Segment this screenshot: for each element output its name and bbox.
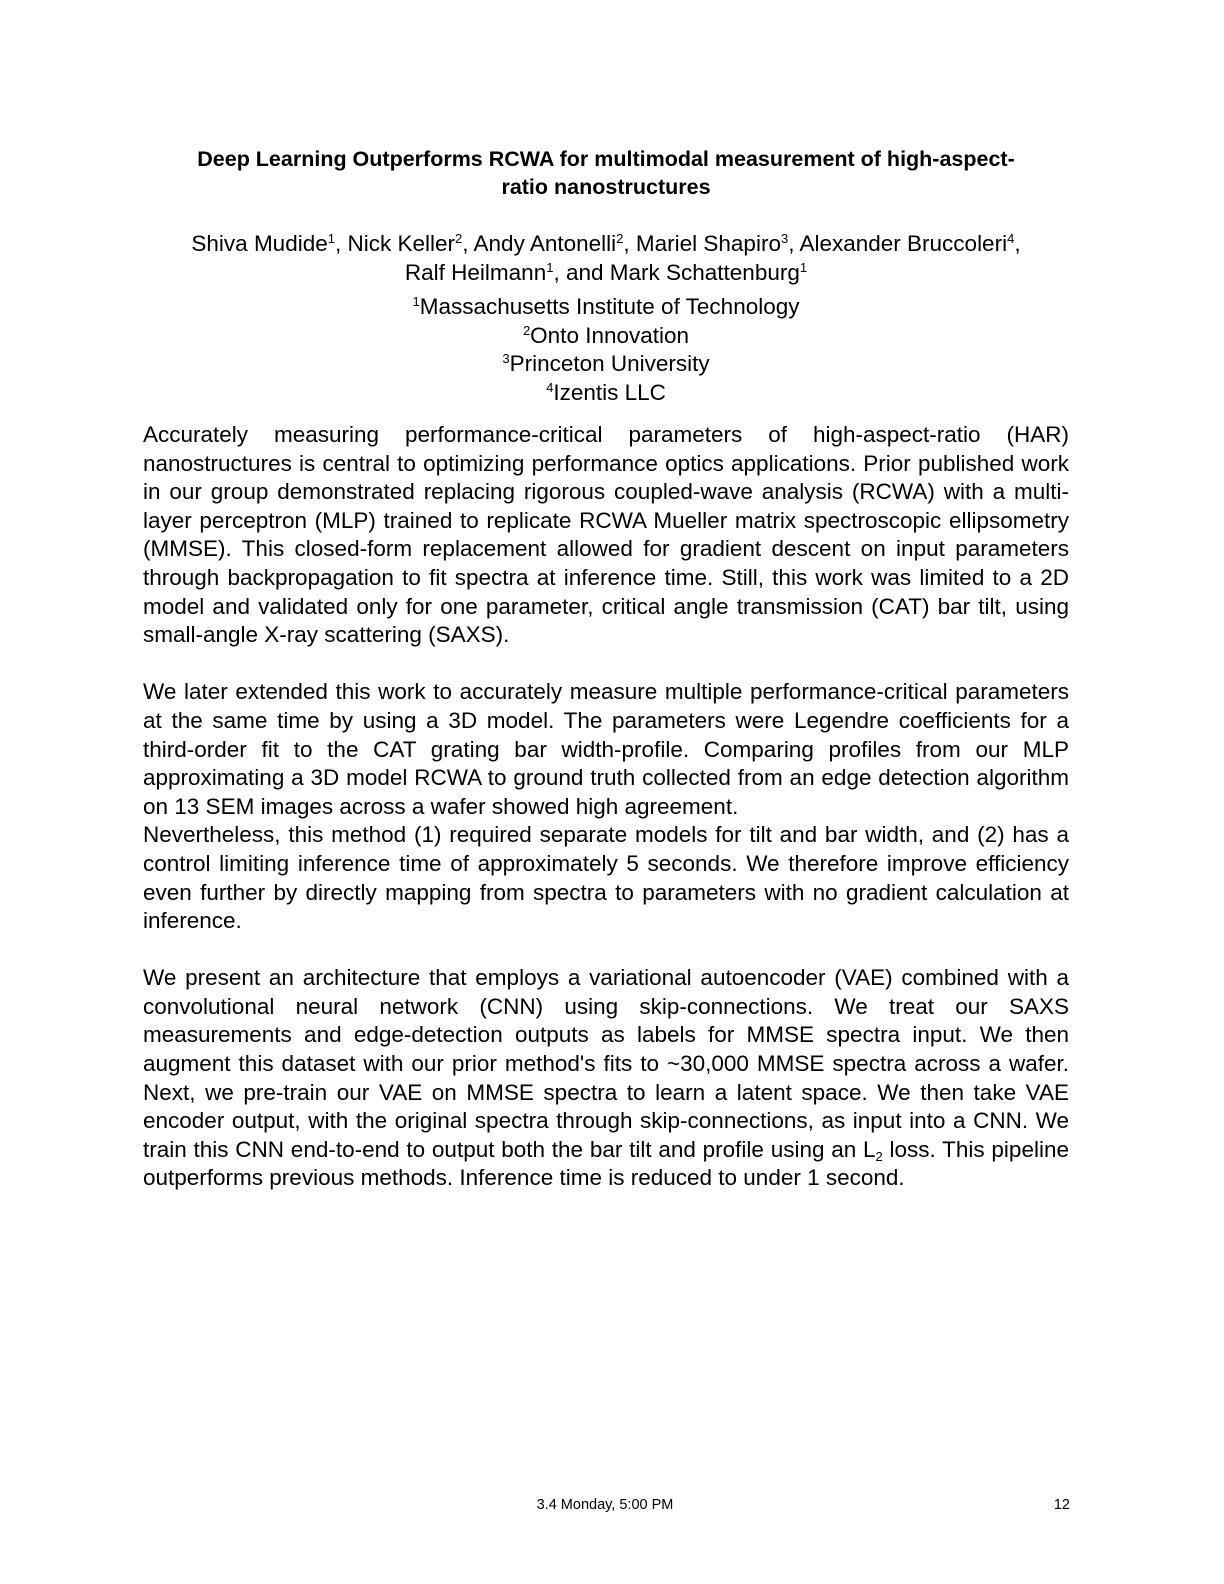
author-affiliation-mark: 4 (1007, 231, 1015, 246)
author-separator: , (462, 231, 474, 256)
author-affiliation-mark: 2 (455, 231, 463, 246)
author-affiliation-mark: 1 (546, 260, 554, 275)
author-name: Mariel Shapiro (635, 231, 781, 256)
affiliation-name: Massachusetts Institute of Technology (419, 294, 800, 319)
author-list (140, 229, 1072, 287)
affiliation-number: 2 (522, 322, 531, 338)
author-line-1 (140, 229, 1072, 258)
author-line-2 (140, 258, 1072, 287)
author-name: Alexander Bruccoleri (799, 231, 1008, 256)
abstract-paragraph-2 (143, 678, 1069, 935)
affiliation-item (140, 379, 1072, 408)
affiliation-item (140, 293, 1072, 322)
l2-subscript: 2 (875, 1148, 883, 1164)
footer-session: 3.4 Monday, 5:00 PM (536, 1497, 674, 1513)
author-separator: , and (553, 260, 610, 285)
affiliation-item (140, 350, 1072, 379)
affiliation-list (140, 293, 1072, 407)
affiliation-number: 3 (502, 351, 510, 366)
author-affiliation-mark: 3 (780, 231, 789, 246)
title-line-1: Deep Learning Outperforms RCWA for multimodal measurement of high-aspect- (197, 147, 1015, 171)
author-affiliation-mark: 2 (616, 231, 624, 246)
abstract-paragraph-1: Accurately measuring performance-critical parameters of high-aspect-ratio (HAR) nanostructures is central to optimizing performance optics applications. Prior published work in our group demonstrated replacing rigorous coupled-wave analysis (RCWA) with a multi-layer perceptron (MLP) trained to replicate RCWA Mueller matrix spectroscopic ellipsometry (MMSE). This closed-form replacement allowed for gradient descent on input parameters through backpropagation to fit spectra at inference time. Still, this work was limited to a 2D model and validated only for one parameter, critical angle transmission (CAT) bar tilt, using small-angle X-ray scattering (SAXS). (143, 422, 1069, 648)
paragraph-3-text-end: loss. This pipeline outperforms previous methods. Inference time is reduced to under 1 second. (143, 1136, 1069, 1191)
affiliation-name: Izentis LLC (553, 379, 666, 405)
author-separator: , (334, 231, 348, 256)
affiliation-number: 4 (546, 379, 554, 395)
paragraph-2-part-a: We later extended this work to accurately measure multiple performance-critical parameters at the same time by using a 3D model. The parameters were Legendre coefficients for a third-order fit to the CAT grating bar width-profile. Comparing profiles from our MLP approximating a 3D model RCWA to ground truth collected from an edge detection algorithm on 13 SEM images across a wafer showed high agreement. (143, 679, 1069, 819)
author-separator: , (1014, 231, 1021, 256)
affiliation-number: 1 (412, 294, 420, 309)
abstract-body (143, 421, 1069, 1222)
author-name: Ralf Heilmann (404, 260, 547, 285)
author-name: Mark Schattenburg (609, 260, 800, 285)
author-affiliation-mark: 1 (799, 260, 808, 275)
title-line-2: ratio nanostructures (501, 175, 711, 199)
author-name: Andy Antonelli (473, 231, 617, 256)
author-name: Shiva Mudide (191, 231, 328, 256)
author-affiliation-mark: 1 (327, 231, 335, 246)
paragraph-3-text-start: We present an architecture that employs a variational autoencoder (VAE) combined with a convolutional neural network (CNN) using skip-connections. We treat our SAXS measurements and edge-detection outputs as labels for MMSE spectra input. We then augment this dataset with our prior method's fits to ~30,000 MMSE spectra across a wafer. Next, we pre-train our VAE on MMSE spectra to learn a latent space. We then take VAE encoder output, with the original spectra through skip-connections, as input into a CNN. We train this CNN end-to-end to output both the bar tilt and profile using an L (143, 965, 1069, 1162)
affiliation-name: Onto Innovation (530, 322, 690, 348)
footer-page-number: 12 (1053, 1497, 1070, 1513)
affiliation-name: Princeton University (509, 351, 710, 376)
author-name: Nick Keller (347, 231, 456, 256)
affiliation-item (140, 322, 1072, 351)
paper-title (140, 145, 1072, 201)
author-separator: , (788, 231, 800, 256)
abstract-paragraph-3 (143, 964, 1069, 1193)
paragraph-2-part-b: Nevertheless, this method (1) required separate models for tilt and bar width, and (2) has a control limiting inference time of approximately 5 seconds. We therefore improve efficiency even further by directly mapping from spectra to parameters with no gradient calculation at inference. (143, 822, 1069, 934)
author-separator: , (623, 231, 636, 256)
